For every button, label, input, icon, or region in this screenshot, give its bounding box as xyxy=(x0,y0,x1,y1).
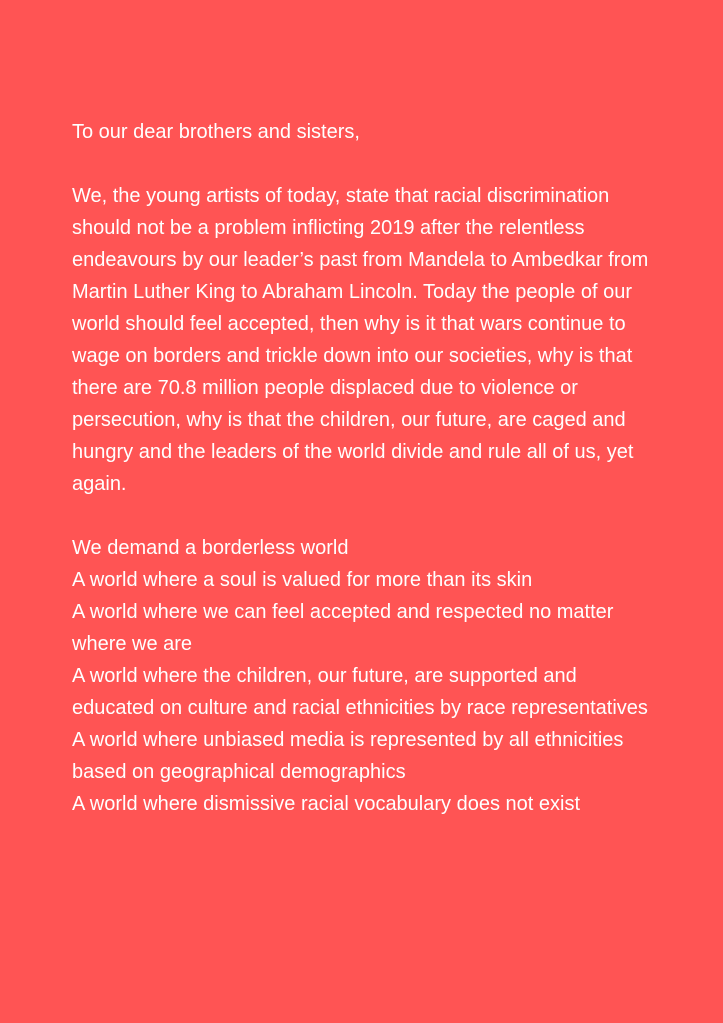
demand-line: A world where the children, our future, are supported and educated on culture and racial ethnicities by race representatives xyxy=(72,665,648,719)
body-paragraph: We, the young artists of today, state that racial discrimination should not be a problem inflicting 2019 after the relentless endeavours by our leader’s past from Mandela to Ambedkar from Martin Luther King to Abraham Lincoln. Today the people of our world should feel accepted, then why is it that wars continue to wage on borders and trickle down into our societies, why is that there are 70.8 million people displaced due to violence or persecution, why is that the children, our future, are caged and hungry and the leaders of the world divide and rule all of us, yet again. xyxy=(72,185,649,495)
paragraph-spacer xyxy=(72,148,663,180)
salutation: To our dear brothers and sisters, xyxy=(72,121,360,143)
demand-line: We demand a borderless world xyxy=(72,537,349,559)
demand-line: A world where we can feel accepted and respected no matter where we are xyxy=(72,601,614,655)
demand-line: A world where unbiased media is represented by all ethnicities based on geographical demographics xyxy=(72,729,624,783)
demands-list xyxy=(72,532,663,820)
paragraph-spacer xyxy=(72,500,663,532)
demand-line: A world where dismissive racial vocabulary does not exist xyxy=(72,793,580,815)
demand-line: A world where a soul is valued for more than its skin xyxy=(72,569,533,591)
